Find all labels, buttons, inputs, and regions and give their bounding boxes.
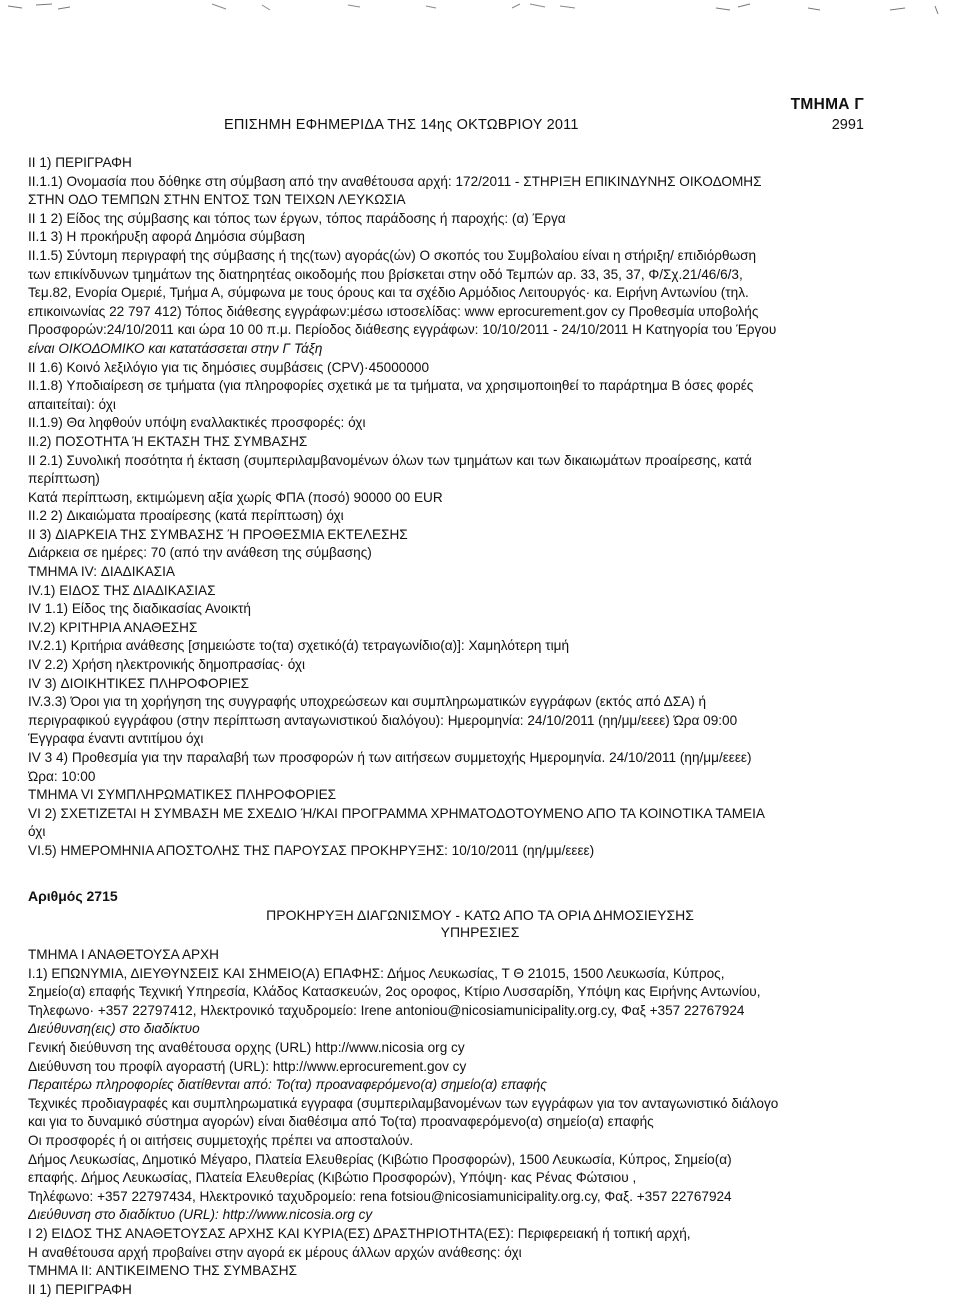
text-line: Σημείο(α) επαφής Τεχνική Υπηρεσία, Κλάδος Κατασκευών, 2ος οροφος, Κτίριο Λυσσαρίδη, Υπόψη κας Ειρήνης Αντωνίου,: [28, 984, 761, 1000]
text-line: IV 1.1) Είδος της διαδικασίας Ανοικτή: [28, 601, 251, 617]
text-line: II.1 3) Η προκήρυξη αφορά Δημόσια σύμβαση: [28, 229, 305, 245]
notice-title: ΠΡΟΚΗΡΥΞΗ ΔΙΑΓΩΝΙΣΜΟΥ - ΚΑΤΩ ΑΠΟ ΤΑ ΟΡΙΑ ΔΗΜΟΣΙΕΥΣΗΣ: [266, 907, 694, 923]
text-line: Οι προσφορές ή οι αιτήσεις συμμετοχής πρέπει να αποσταλούν.: [28, 1132, 414, 1148]
gazette-title: ΕΠΙΣΗΜΗ ΕΦΗΜΕΡΙΔΑ ΤΗΣ 14ης ΟΚΤΩΒΡΙΟΥ 2011: [224, 117, 579, 133]
text-line: Έγγραφα έναντι αντιτίμου όχι: [28, 731, 204, 747]
text-line: II.1.8) Υποδιαίρεση σε τμήματα (για πληροφορίες σχετικά με τα τμήματα, να χρησιμοποιηθεί το παράρτημα Β όσες φορές: [28, 378, 754, 394]
text-line: απαιτείται): όχι: [28, 396, 116, 412]
text-line: VI 2) ΣΧΕΤΙΖΕΤΑΙ Η ΣΥΜΒΑΣΗ ΜΕ ΣΧΕΔΙΟ Ή/ΚΑΙ ΠΡΟΓΡΑΜΜΑ ΧΡΗΜΑΤΟΔΟΤΟΥΜΕΝΟ ΑΠΟ ΤΑ ΚΟΙΝΟΤΙΚΑ ΤΑΜΕΙΑ: [28, 805, 765, 821]
text-line: Τηλέφωνο: +357 22797434, Ηλεκτρονικό ταχυδρομείο: rena fotsiou@nicosiamunicipality.org.cy, Φαξ. +357 22767924: [28, 1188, 732, 1204]
text-line: II.1.9) Θα ληφθούν υπόψη εναλλακτικές προσφορές: όχι: [28, 415, 366, 431]
text-line: I 2) ΕΙΔΟΣ ΤΗΣ ΑΝΑΘΕΤΟΥΣΑΣ ΑΡΧΗΣ ΚΑΙ ΚΥΡΙΑ(ΕΣ) ΔΡΑΣΤΗΡΙΟΤΗΤΑ(ΕΣ): Περιφερειακή ή τοπική αρχή,: [28, 1225, 691, 1241]
text-line: Διάρκεια σε ημέρες: 70 (από την ανάθεση της σύμβασης): [28, 545, 372, 561]
text-line: ΤΜΗΜΑ Ι ΑΝΑΘΕΤΟΥΣΑ ΑΡΧΗ: [28, 947, 219, 962]
text-line: Τεμ.82, Ενορία Ομεριέ, Τμήμα Α, σύμφωνα με τους όρους και τα σχέδιο Αρμόδιος Λειτουργός· κα. Ειρήνη Αντωνίου (τηλ.: [28, 285, 749, 301]
text-line: II 2.1) Συνολική ποσότητα ή έκταση (συμπεριλαμβανομένων όλων των τμημάτων και των δικαιωμάτων προαίρεσης, κατά: [28, 452, 752, 468]
text-line: Γενική διεύθυνση της αναθέτουσα ορχης (URL) http://www.nicosia org cy: [28, 1039, 465, 1055]
text-line: IV.2.1) Κριτήρια ανάθεσης [σημειώστε το(τα) σχετικό(ά) τετραγωνίδιο(α)]: Χαμηλότερη τιμή: [28, 638, 570, 654]
notice-continuation: [28, 154, 878, 861]
text-line: ΤΜΗΜΑ II: ΑΝΤΙΚΕΙΜΕΝΟ ΤΗΣ ΣΥΜΒΑΣΗΣ: [28, 1263, 298, 1279]
text-line: VI.5) ΗΜΕΡΟΜΗΝΙΑ ΑΠΟΣΤΟΛΗΣ ΤΗΣ ΠΑΡΟΥΣΑΣ ΠΡΟΚΗΡΥΞΗΣ: 10/10/2011 (ηη/μμ/εεεε): [28, 842, 595, 858]
text-line: Διεύθυνση του προφίλ αγοραστή (URL): http://www.eprocurement.gov cy: [28, 1058, 467, 1074]
text-line: IV 3 4) Προθεσμία για την παραλαβή των προσφορών ή των αιτήσεων συμμετοχής Ημερομηνία. 24/10/2011 (ηη/μμ/εεεε): [28, 750, 752, 765]
text-line: II 1 2) Είδος της σύμβασης και τόπος των έργων, τόπος παράδοσης ή παροχής: (α) Έργα: [28, 210, 566, 226]
text-line: ΤΜΗΜΑ VI ΣΥΜΠΛΗΡΩΜΑΤΙΚΕΣ ΠΛΗΡΟΦΟΡΙΕΣ: [28, 787, 337, 803]
text-line: IV.3.3) Όροι για τη χορήγηση της συγγραφής υποχρεώσεων και συμπληρωματικών εγγράφων (εκτός από ΔΣΑ) ή: [28, 694, 707, 710]
text-line: Τηλεφωνο· +357 22797412, Ηλεκτρονικό ταχυδρομείο: Irene antoniou@nicosiamunicipality.org.cy, Φαξ +357 22767924: [28, 1002, 745, 1018]
text-line: όχι: [28, 824, 46, 840]
text-line: Διεύθυνση(εις) στο διαδίκτυο: [28, 1021, 200, 1037]
text-line: II.1.5) Σύντομη περιγραφή της σύμβασης ή της(των) αγοράς(ών) Ο σκοπός του Συμβολαίου είναι η στήριξη/ επιδιόρθωση: [28, 247, 757, 263]
notice-subtitle: ΥΠΗΡΕΣΙΕΣ: [440, 924, 520, 940]
text-line: II.1.1) Ονομασία που δόθηκε στη σύμβαση από την αναθέτουσα αρχή: 172/2011 - ΣΤΗΡΙΞΗ ΕΠΙΚΙΝΔΥΝΗΣ ΟΙΚΟΔΟΜΗΣ: [28, 173, 762, 189]
text-line: Ώρα: 10:00: [28, 768, 96, 784]
text-line: IV 3) ΔΙΟΙΚΗΤΙΚΕΣ ΠΛΗΡΟΦΟΡΙΕΣ: [28, 675, 250, 691]
text-line: II 1) ΠΕΡΙΓΡΑΦΗ: [28, 1281, 132, 1297]
text-line: II 1.6) Κοινό λεξιλόγιο για τις δημόσιες συμβάσεις (CPV)·45000000: [28, 359, 430, 375]
text-line: II 3) ΔΙΑΡΚΕΙΑ ΤΗΣ ΣΥΜΒΑΣΗΣ Ή ΠΡΟΘΕΣΜΙΑ ΕΚΤΕΛΕΣΗΣ: [28, 526, 408, 542]
text-line: περίπτωση): [28, 471, 100, 487]
scan-noise-marks: [0, 0, 960, 20]
text-line: των επικίνδυνων τμημάτων της διατηρητέας οικοδομής που βρίσκεται στην οδό Τεμπών αρ. 33, 35, 37, Φ/Σχ.21/46/6/3,: [28, 266, 743, 282]
text-line: Διεύθυνση στο διαδίκτυο (URL): http://www.nicosia.org cy: [28, 1207, 373, 1223]
section-label: ΤΜΗΜΑ Γ: [790, 96, 864, 113]
text-line: II.2) ΠΟΣΟΤΗΤΑ Ή ΕΚΤΑΣΗ ΤΗΣ ΣΥΜΒΑΣΗΣ: [28, 433, 308, 449]
notice-body: [28, 946, 878, 1299]
text-line: Περαιτέρω πληροφορίες διατίθενται από: Το(τα) προαναφερόμενο(α) σημείο(α) επαφής: [28, 1077, 547, 1093]
notice-number: Αριθμός 2715: [28, 888, 118, 904]
text-line: IV 2.2) Χρήση ηλεκτρονικής δημοπρασίας· όχι: [28, 657, 306, 673]
text-line: ΤΜΗΜΑ IV: ΔΙΑΔΙΚΑΣΙΑ: [28, 564, 175, 580]
text-line: II 1) ΠΕΡΙΓΡΑΦΗ: [28, 155, 132, 170]
text-line: είναι ΟΙΚΟΔΟΜΙΚΟ και κατατάσσεται στην Γ Τάξη: [28, 340, 323, 356]
text-line: Τεχνικές προδιαγραφές και συμπληρωματικά εγγραφα (συμπεριλαμβανομένων των εγγράφων για τον ανταγωνιστικό διάλογο: [28, 1095, 779, 1111]
text-line: Προσφορών:24/10/2011 και ώρα 10 00 π.μ. Περίοδος διάθεσης εγγράφων: 10/10/2011 - 24/10/2011 Η Κατηγορία του Έργου: [28, 322, 777, 338]
page-number: 2991: [831, 117, 864, 133]
text-line: και για το δυναμικό σύστημα αγορών) είναι διαθέσιμα από To(τα) προαναφερόμενο(α) σημείο(α) επαφής: [28, 1114, 654, 1130]
text-line: II.2 2) Δικαιώματα προαίρεσης (κατά περίπτωση) όχι: [28, 508, 344, 524]
text-line: I.1) ΕΠΩΝΥΜΙΑ, ΔΙΕΥΘΥΝΣΕΙΣ ΚΑΙ ΣΗΜΕΙΟ(Α) ΕΠΑΦΗΣ: Δήμος Λευκωσίας, Τ Θ 21015, 1500 Λευκωσία, Κύπρος,: [28, 965, 725, 981]
text-line: IV.1) ΕΙΔΟΣ ΤΗΣ ΔΙΑΔΙΚΑΣΙΑΣ: [28, 582, 216, 598]
text-line: Κατά περίπτωση, εκτιμώμενη αξία χωρίς ΦΠΑ (ποσό) 90000 00 EUR: [28, 489, 443, 505]
text-line: Δήμος Λευκωσίας, Δημοτικό Μέγαρο, Πλατεία Ελευθερίας (Κιβώτιο Προσφορών), 1500 Λευκωσία, Κύπρος, Σημείο(α): [28, 1151, 732, 1167]
text-line: ΣΤΗΝ ΟΔΟ ΤΕΜΠΩΝ ΣΤΗΝ ΕΝΤΟΣ ΤΩΝ ΤΕΙΧΩΝ ΛΕΥΚΩΣΙΑ: [28, 192, 406, 208]
text-line: επαφής. Δήμος Λευκωσίας, Πλατεία Ελευθερίας (Κιβώτιο Προσφορών), Υπόψη· κας Ρένας Φώτσιου ,: [28, 1170, 637, 1186]
text-line: επικοινωνίας 22 797 412) Τόπος διάθεσης εγγράφων:μέσω ιστοσελίδας: www eprocurement.gov cy Προθεσμία υποβολής: [28, 303, 759, 319]
text-line: περιγραφικού εγγράφου (στην περίπτωση ανταγωνιστικού διαλόγου): Ημερομηνία: 24/10/2011 (ηη/μμ/εεεε) Ώρα 09:00: [28, 712, 738, 728]
text-line: Η αναθέτουσα αρχή προβαίνει στην αγορά εκ μέρους άλλων αρχών ανάθεσης: όχι: [28, 1244, 522, 1260]
text-line: IV.2) ΚΡΙΤΗΡΙΑ ΑΝΑΘΕΣΗΣ: [28, 619, 198, 635]
